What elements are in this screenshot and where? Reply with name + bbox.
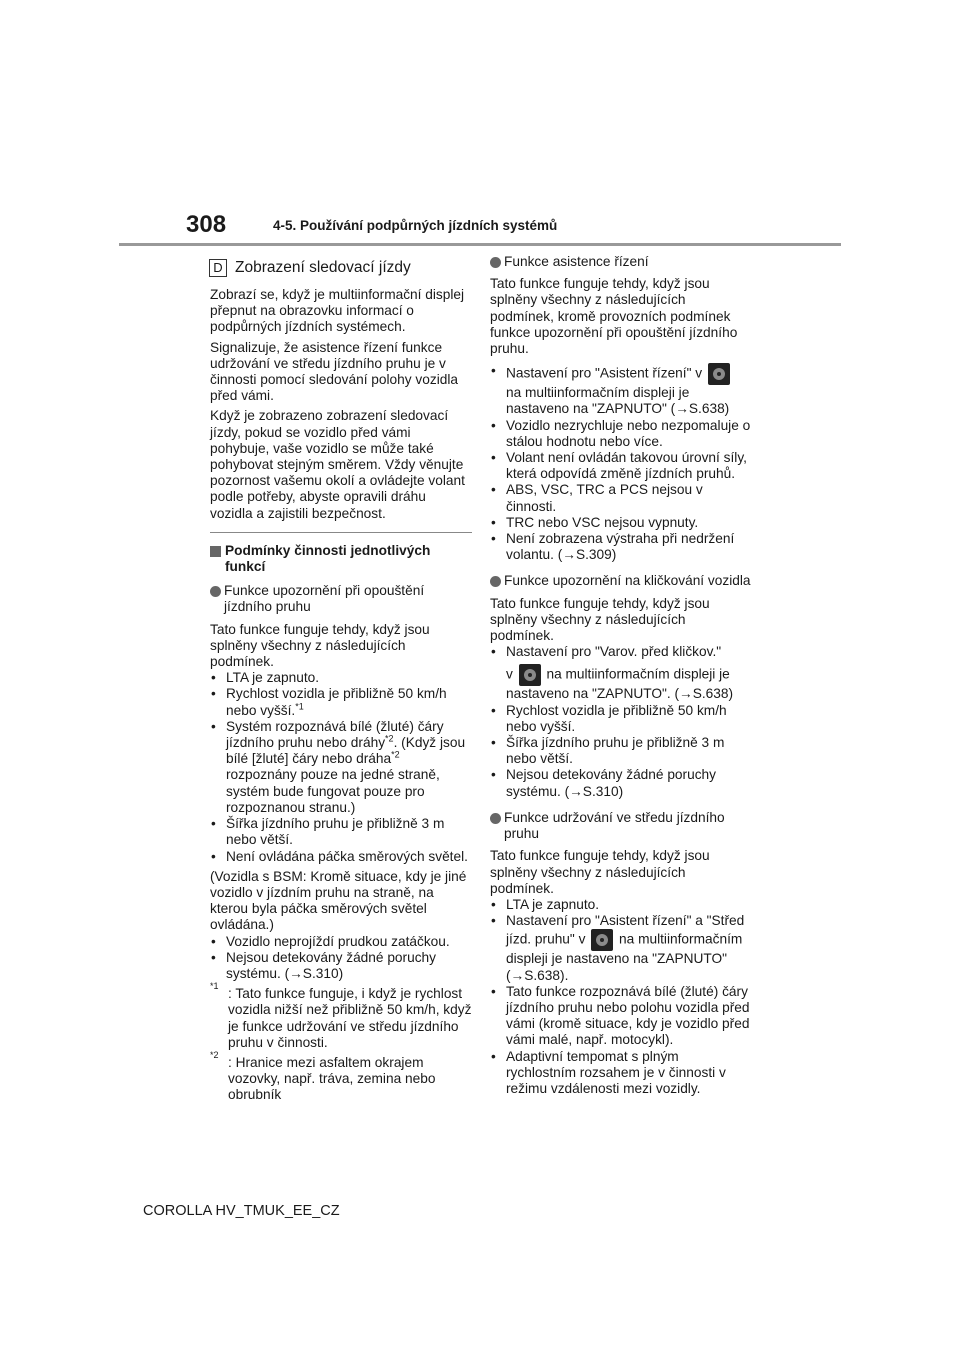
- list-item: [210, 719, 472, 816]
- section-title: Zobrazení sledovací jízdy: [235, 258, 411, 276]
- list-item: • Volant není ovládán takovou úrovní síly, která odpovídá změně jízdních pruhů.: [490, 450, 752, 482]
- list-item-text: na multiinformačním displeji je nastaveno na "ZAPNUTO" (→S.638).: [506, 931, 743, 983]
- list-item: [490, 913, 752, 984]
- list-item: • Adaptivní tempomat s plným rychlostním rozsahem je v činnosti v režimu vzdálenosti mezi vozidly.: [490, 1049, 752, 1098]
- gear-icon: [591, 929, 613, 951]
- paragraph: Tato funkce funguje tehdy, když jsou splněny všechny z následujících podmínek.: [490, 595, 710, 644]
- subsection-heading: [210, 543, 472, 575]
- list-item: • Není ovládána páčka směrových světel.: [210, 849, 472, 865]
- list-item-text: . (Když jsou bílé [žluté] čáry nebo dráha: [226, 735, 466, 767]
- list-item: [210, 686, 472, 718]
- function-title: Funkce asistence řízení: [504, 254, 649, 269]
- right-column: [490, 254, 752, 1097]
- left-column: [210, 259, 472, 1108]
- subsection-title: Podmínky činnosti jednotlivých funkcí: [225, 542, 431, 575]
- footnote-text: : Tato funkce funguje, i když je rychlost vozidla nižší než přibližně 50 km/h, když je funkce udržování ve středu jízdního pruhu v činnosti.: [228, 986, 472, 1050]
- gear-icon: [519, 664, 541, 686]
- footnote-text: : Hranice mezi asfaltem okrajem vozovky, např. tráva, zemina nebo obrubník: [228, 1054, 436, 1103]
- list-item: • LTA je zapnuto.: [490, 897, 752, 913]
- list-item-text: na multiinformačním displeji je nastaveno na "ZAPNUTO". (→S.638): [506, 667, 734, 702]
- section-heading: [209, 259, 472, 277]
- paragraph: Tato funkce funguje tehdy, když jsou splněny všechny z následujících podmínek, kromě provozních podmínek funkce upozornění při opouštění jízdního pruhu.: [490, 276, 738, 357]
- paragraph: Tato funkce funguje tehdy, když jsou splněny všechny z následujících podmínek.: [210, 621, 430, 670]
- function-title: Funkce udržování ve středu jízdního pruhu: [504, 809, 725, 842]
- list-item: • Nejsou detekovány žádné poruchy systému. (→S.310): [210, 950, 472, 982]
- paragraph: Když je zobrazeno zobrazení sledovací jízdy, pokud se vozidlo před vámi pohybuje, vaše vozidlo se může také pohybovat stejným směrem. Vždy věnujte pozornost vašemu okolí a ovládejte volant podle potřeby, abyste opravili dráhu vozidla a zajistili bezpečnost.: [210, 408, 465, 521]
- paragraph: (Vozidla s BSM: Kromě situace, kdy je jiné vozidlo v jízdním pruhu na straně, na kterou byla páčka směrových světel ovládána.): [210, 868, 467, 933]
- section-letter: D: [209, 259, 227, 277]
- footnote-ref: *1: [295, 701, 304, 712]
- paragraph: Tato funkce funguje tehdy, když jsou splněny všechny z následujících podmínek.: [490, 848, 710, 896]
- list-item: • ABS, VSC, TRC a PCS nejsou v činnosti.: [490, 482, 752, 514]
- footnote-ref: *2: [391, 749, 400, 760]
- list-item-text: rozpoznány pouze na jedné straně, systém bude fungovat pouze pro rozpoznanou stranu.): [226, 767, 440, 815]
- circle-bullet-icon: [490, 813, 501, 824]
- function-heading: [210, 583, 472, 615]
- list-item: • LTA je zapnuto.: [210, 670, 472, 686]
- list-item: • Tato funkce rozpoznává bílé (žluté) čáry jízdního pruhu nebo polohu vozidla před vámi (kromě situace, kdy je vozidlo před vámi malé, např. motocykl).: [490, 984, 752, 1049]
- circle-bullet-icon: [210, 586, 221, 597]
- square-bullet-icon: [210, 546, 221, 557]
- list-item-continuation: [490, 664, 752, 702]
- list-item: • Rychlost vozidla je přibližně 50 km/h nebo vyšší.: [490, 703, 752, 735]
- subsection-rule: [210, 532, 472, 533]
- function-heading: [490, 573, 752, 589]
- function-title: Funkce upozornění na kličkování vozidla: [504, 573, 751, 589]
- list-item-text: Nastavení pro "Asistent řízení" v: [506, 365, 703, 381]
- list-item-text: Nastavení pro "Asistent řízení" a "Střed jízd. pruhu" v: [506, 913, 745, 947]
- footer-model: COROLLA HV_TMUK_EE_CZ: [143, 1203, 340, 1219]
- list-item: • Vozidlo nezrychluje nebo nezpomaluje o stálou hodnotu nebo více.: [490, 418, 752, 450]
- list-item: • Vozidlo neprojíždí prudkou zatáčkou.: [210, 934, 472, 950]
- chapter-title: 4-5. Používání podpůrných jízdních systémů: [273, 218, 558, 233]
- footnote-ref: *2: [385, 733, 394, 744]
- list-item-text: Systém rozpoznává bílé (žluté) čáry jízdního pruhu nebo dráhy: [226, 718, 444, 751]
- gear-icon: [708, 363, 730, 385]
- footnote: *1 : Tato funkce funguje, i když je rychlost vozidla nižší než přibližně 50 km/h, když je funkce udržování ve středu jízdního pruhu v činnosti.: [210, 981, 472, 1050]
- list-item: • TRC nebo VSC nejsou vypnuty.: [490, 515, 752, 531]
- paragraph: Signalizuje, že asistence řízení funkce udržování ve středu jízdního pruhu je v činnosti pomocí sledování polohy vozidla před vámi.: [210, 339, 459, 404]
- list-item-continuation: na multiinformačním displeji je nastaveno na "ZAPNUTO" (→S.638): [506, 385, 730, 417]
- page-number: 308: [186, 211, 227, 238]
- header-rule: [119, 243, 841, 246]
- list-item: • Šířka jízdního pruhu je přibližně 3 m nebo větší.: [490, 735, 752, 767]
- function-heading: [490, 810, 752, 842]
- list-item-text: Rychlost vozidla je přibližně 50 km/h nebo vyšší.: [226, 686, 447, 718]
- function-heading: [490, 254, 752, 270]
- list-item: [490, 363, 752, 385]
- list-item: • Není zobrazena výstraha při nedržení volantu. (→S.309): [490, 531, 752, 563]
- list-item: • Šířka jízdního pruhu je přibližně 3 m nebo větší.: [210, 816, 472, 848]
- list-item-text: v: [506, 667, 513, 683]
- function-title: Funkce upozornění při opouštění jízdního pruhu: [224, 583, 425, 615]
- list-item: • Nejsou detekovány žádné poruchy systému. (→S.310): [490, 767, 752, 799]
- circle-bullet-icon: [490, 257, 501, 268]
- list-item: • Nastavení pro "Varov. před kličkov.": [490, 644, 752, 660]
- paragraph: Zobrazí se, když je multiinformační displej přepnut na obrazovku informací o podpůrných jízdních systémech.: [210, 287, 465, 335]
- footnote: *2 : Hranice mezi asfaltem okrajem vozovky, např. tráva, zemina nebo obrubník: [210, 1049, 436, 1103]
- circle-bullet-icon: [490, 576, 501, 587]
